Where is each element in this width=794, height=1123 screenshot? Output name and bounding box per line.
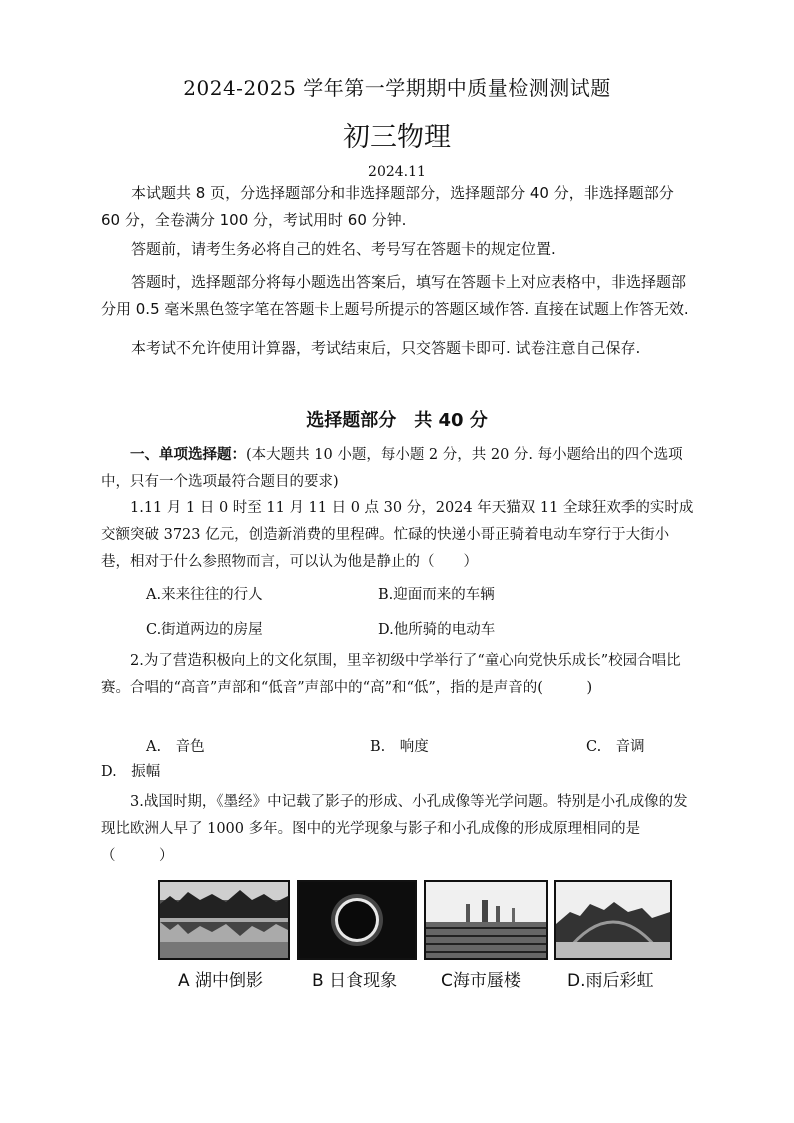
question-3 — [101, 789, 695, 870]
q2-option-b: B. 响度 — [370, 739, 429, 755]
q2-option-d: D. 振幅 — [101, 764, 161, 780]
caption-a: A 湖中倒影 — [178, 971, 264, 991]
q1-option-d: D.他所骑的电动车 — [378, 622, 496, 638]
q2-option-c: C. 音调 — [586, 739, 645, 755]
instruction-1: 本试题共 8 页，分选择题部分和非选择题部分，选择题部分 40 分，非选择题部分 60 分，全卷满分 100 分，考试用时 60 分钟. — [101, 184, 674, 229]
question-3-stem: 3.战国时期，《墨经》中记载了影子的形成、小孔成像等光学问题。特别是小孔成像的发现比欧洲人早了 1000 多年。图中的光学现象与影子和小孔成像的形成原理相同的是（ ） — [101, 794, 688, 864]
subject-title: 初三物理 — [343, 122, 451, 153]
mirage-photo — [424, 880, 548, 960]
section-heading: 选择题部分 共 40 分 — [306, 410, 488, 431]
q1-option-a: A.来来往往的行人 — [146, 587, 263, 603]
exam-title: 2024-2025 学年第一学期期中质量检测测试题 — [183, 76, 611, 100]
exam-date: 2024.11 — [368, 164, 426, 180]
caption-b: B 日食现象 — [312, 971, 398, 991]
rainbow-photo — [554, 880, 672, 960]
q2-option-a: A. 音色 — [146, 739, 205, 755]
q1-option-b: B.迎面而来的车辆 — [378, 587, 495, 603]
part-intro — [101, 441, 695, 496]
solar-eclipse-photo — [297, 880, 417, 960]
question-1-stem: 1.11 月 1 日 0 时至 11 月 11 日 0 点 30 分，2024 年天猫双 11 全球狂欢季的实时成交额突破 3723 亿元，创造新消费的里程碑。忙碌的快递小哥正骑着电动车穿行于大街小巷，相对于什么参照物而言，可以认为他是静止的（ ） — [101, 500, 694, 570]
instructions — [101, 180, 695, 362]
instruction-3: 答题时，选择题部分将每小题选出答案后，填写在答题卡上对应表格中，非选择题部分用 0.5 毫米黑色签字笔在答题卡上题号所提示的答题区域作答. 直接在试题上作答无效. — [101, 273, 689, 318]
question-2 — [101, 648, 695, 702]
instruction-2: 答题前，请考生务必将自己的姓名、考号写在答题卡的规定位置. — [131, 240, 556, 258]
question-2-stem: 2.为了营造积极向上的文化氛围，里辛初级中学举行了“童心向党快乐成长”校园合唱比赛。合唱的“高音”声部和“低音”声部中的“高”和“低”，指的是声音的( ) — [101, 653, 681, 696]
part-label: 一、单项选择题： — [130, 446, 246, 463]
caption-c: C海市蜃楼 — [441, 971, 521, 991]
question-1 — [101, 495, 695, 576]
part-description: (本大题共 10 小题，每小题 2 分，共 20 分. 每小题给出的四个选项中，只有一个选项最符合题目的要求) — [101, 447, 683, 490]
q1-option-c: C.街道两边的房屋 — [146, 622, 263, 638]
instruction-4: 本考试不允许使用计算器，考试结束后，只交答题卡即可. 试卷注意自己保存. — [131, 339, 641, 357]
lake-reflection-photo — [158, 880, 290, 960]
caption-d: D.雨后彩虹 — [567, 971, 654, 991]
